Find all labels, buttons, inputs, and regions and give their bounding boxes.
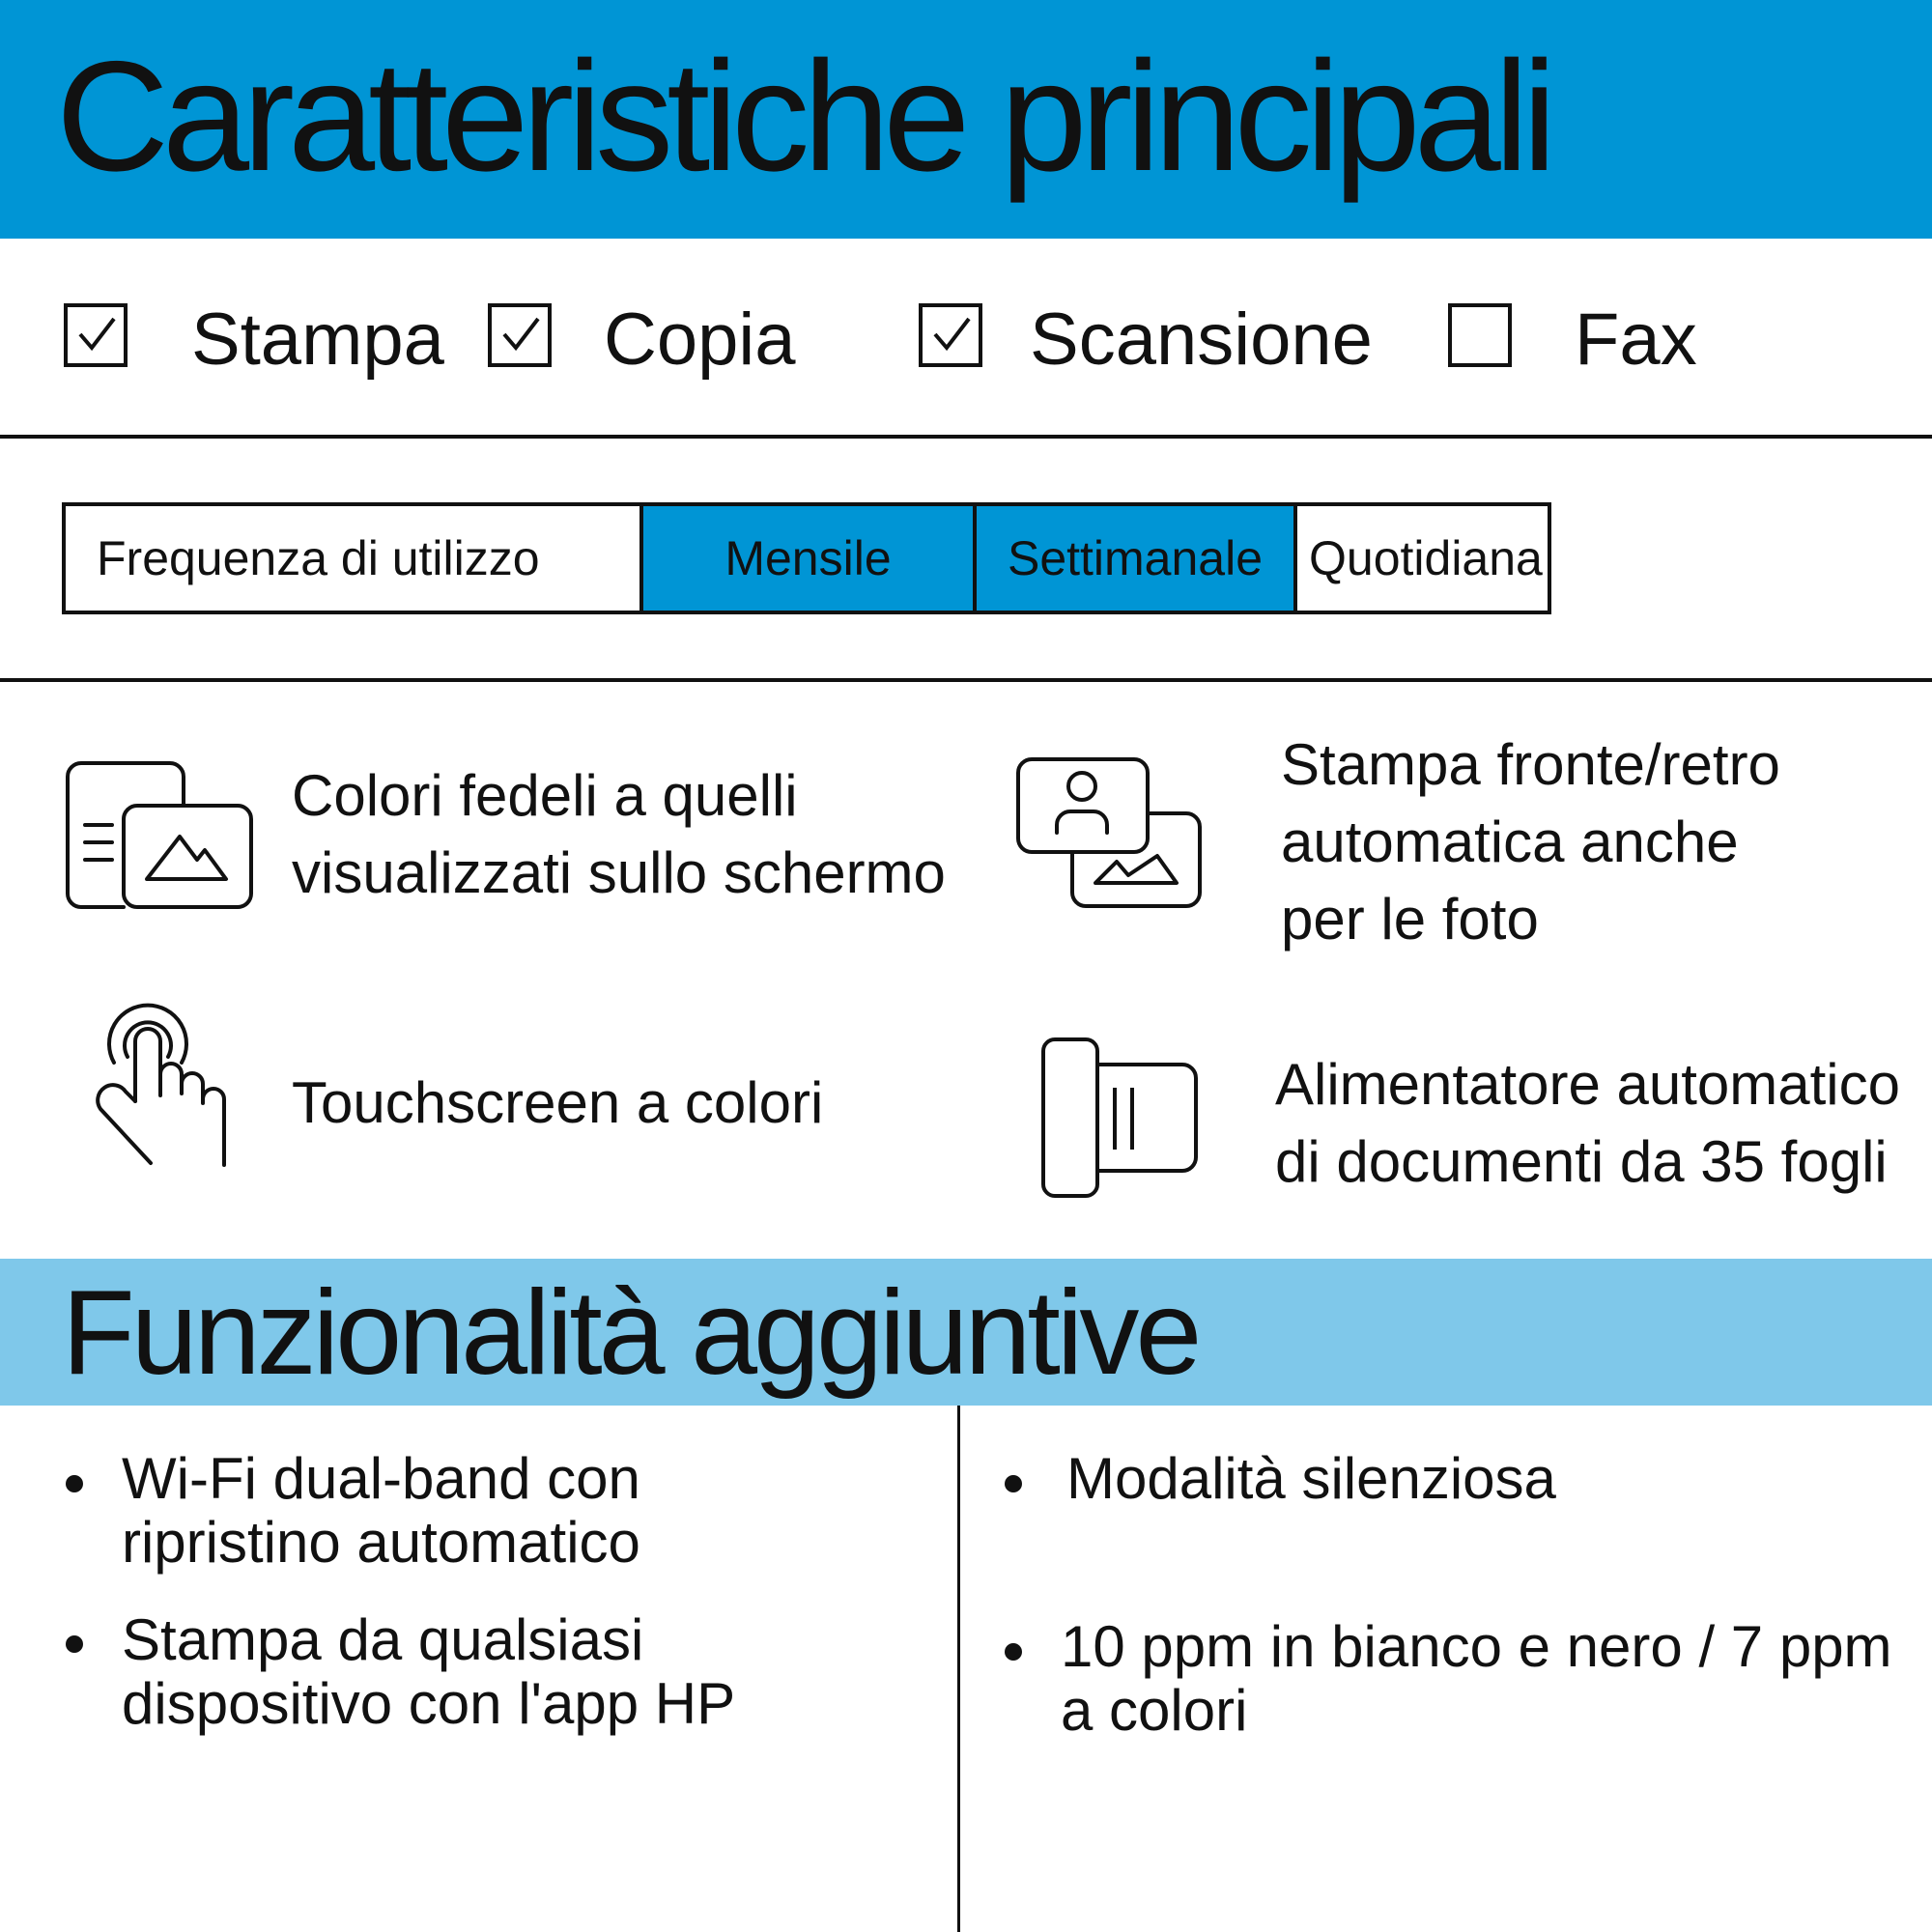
page-title: Caratteristiche principali — [56, 29, 1550, 204]
feature-touchscreen-text — [292, 1065, 823, 1142]
feature-line: Alimentatore automatico — [1275, 1052, 1900, 1117]
extra-features-title: Funzionalità aggiuntive — [62, 1266, 1199, 1400]
usage-frequency-label: Frequenza di utilizzo — [66, 506, 643, 611]
fax-checkbox — [1448, 303, 1512, 367]
divider — [0, 435, 1932, 439]
checkmark-icon — [499, 313, 542, 355]
photo-document-icon — [64, 757, 257, 917]
extra-feature-item — [1066, 1447, 1556, 1511]
extra-feature-item — [1061, 1615, 1892, 1743]
extra-feature-item — [122, 1608, 735, 1736]
feature-line: visualizzati sullo schermo — [292, 840, 946, 905]
bullet-line: a colori — [1061, 1678, 1248, 1743]
usage-option-quotidiana: Quotidiana — [1309, 531, 1543, 585]
usage-option-mensile: Mensile — [643, 506, 977, 611]
copia-checkbox — [488, 303, 552, 367]
function-label-fax: Fax — [1575, 298, 1697, 381]
feature-line: Touchscreen a colori — [292, 1070, 824, 1135]
bullet — [66, 1635, 83, 1653]
function-label-scansione: Scansione — [1030, 298, 1373, 381]
feature-colors-text — [292, 757, 946, 912]
bullet-line: 10 ppm in bianco e nero / 7 ppm — [1061, 1614, 1892, 1679]
feature-line: automatica anche — [1281, 810, 1739, 874]
divider — [0, 678, 1932, 682]
bullet-line: dispositivo con l'app HP — [122, 1671, 736, 1736]
feature-line: per le foto — [1281, 887, 1539, 952]
feature-duplex-text — [1281, 726, 1780, 958]
bullet — [1005, 1643, 1022, 1661]
scansione-checkbox — [919, 303, 982, 367]
bullet-line: ripristino automatico — [122, 1510, 640, 1575]
document-feeder-icon — [1039, 1036, 1204, 1205]
feature-line: di documenti da 35 fogli — [1275, 1129, 1888, 1194]
touch-hand-icon — [93, 995, 228, 1174]
stampa-checkbox — [64, 303, 128, 367]
usage-option-settimanale: Settimanale — [977, 506, 1297, 611]
function-label-copia: Copia — [604, 298, 796, 381]
function-label-stampa: Stampa — [191, 298, 444, 381]
extra-feature-item — [122, 1447, 640, 1575]
checkmark-icon — [930, 313, 973, 355]
column-divider — [957, 1406, 960, 1932]
bullet-line: Wi-Fi dual-band con — [122, 1446, 640, 1511]
usage-frequency-table — [62, 502, 1551, 614]
duplex-photo-icon — [1014, 755, 1208, 915]
feature-line: Colori fedeli a quelli — [292, 763, 798, 828]
feature-adf-text — [1275, 1046, 1900, 1201]
bullet-line: Modalità silenziosa — [1066, 1446, 1556, 1511]
bullet — [1005, 1475, 1022, 1492]
feature-line: Stampa fronte/retro — [1281, 732, 1780, 797]
bullet — [66, 1475, 83, 1492]
bullet-line: Stampa da qualsiasi — [122, 1607, 644, 1672]
checkmark-icon — [75, 313, 118, 355]
